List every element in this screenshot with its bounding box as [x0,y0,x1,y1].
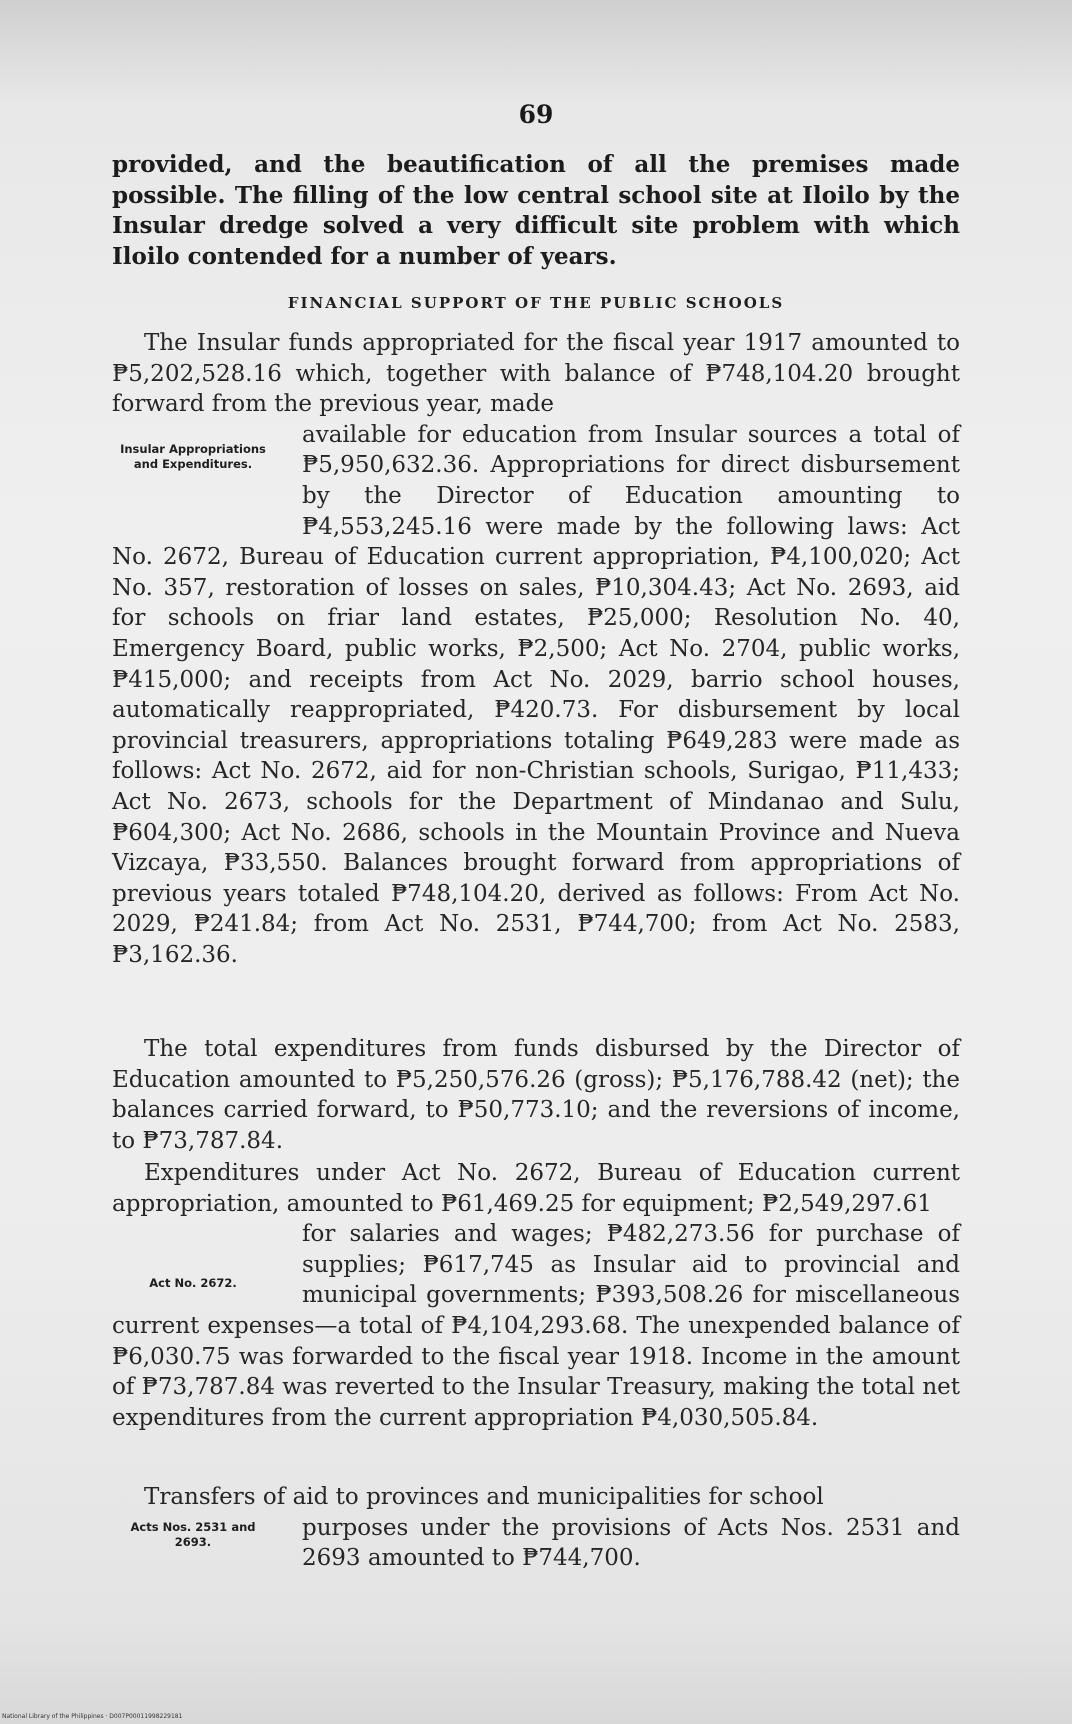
margin-note-spacer [112,1219,302,1281]
margin-note-acts-2531-2693: Acts Nos. 2531 and 2693. [130,1520,256,1549]
paragraph-funds [112,328,960,970]
paragraph-act-2672 [112,1158,960,1433]
paragraph-text-lead: Expenditures under Act No. 2672, Bureau of Education current appropriation, amounted to ₱61,469.25 for equipment; ₱2,549,297.61 [112,1160,960,1217]
paragraph-text: provided, and the beautification of all the premises made possible. The filling of the low central school site at Iloilo by the Insular dredge solved a very difficult site problem with which Iloilo contended for a number of years. [112,151,960,270]
section-heading: FINANCIAL SUPPORT OF THE PUBLIC SCHOOLS [287,294,785,312]
paragraph-text-rest: available for education from Insular sources a total of ₱5,950,632.36. Appropriations for direct disbursement by the Director of Education amounting to ₱4,553,245.16 were made by the following laws: Act No. 2672, Bureau of Education current appropriation, ₱4,100,020; Act No. 357, restoration of losses on sales, ₱10,304.43; Act No. 2693, aid for schools on friar land estates, ₱25,000; Resolution No. 40, Emergency Board, public works, ₱2,500; Act No. 2704, public works, ₱415,000; and receipts from Act No. 2029, barrio school houses, automatically reappropriated, ₱420.73. For disbursement by local provincial treasurers, appropriations totaling ₱649,283 were made as follows: Act No. 2672, aid for non-Christian schools, Surigao, ₱11,433; Act No. 2673, schools for the Department of Mindanao and Sulu, ₱604,300; Act No. 2686, schools in the Mountain Province and Nueva Vizcaya, ₱33,550. Balances brought forward from appropriations of previous years totaled ₱748,104.20, derived as follows: From Act No. 2029, ₱241.84; from Act No. 2531, ₱744,700; from Act No. 2583, ₱3,162.36. [112,421,960,968]
margin-note-act-2672: Act No. 2672. [149,1276,237,1290]
paragraph-text-rest: purposes under the provisions of Acts Nos. 2531 and 2693 amounted to ₱744,700. [302,1514,960,1572]
margin-note-insular: Insular Appropriations and Expenditures. [120,442,266,471]
paragraph-text-rest: for salaries and wages; ₱482,273.56 for purchase of supplies; ₱617,745 as Insular aid to provincial and municipal governments; ₱393,508.26 for miscellaneous current expenses—a total of ₱4,104,293.68. The unexpended balance of ₱6,030.75 was forwarded to the fiscal year 1918. Income in the amount of ₱73,787.84 was reverted to the Insular Treasury, making the total net expenditures from the current appropriation ₱4,030,505.84. [112,1221,961,1431]
paragraph-intro [112,150,960,272]
paragraph-text-lead: Transfers of aid to provinces and municipalities for school [144,1484,824,1510]
paragraph-text: The total expenditures from funds disbursed by the Director of Education amounted to ₱5,250,576.26 (gross); ₱5,176,788.42 (net); the balances carried forward, to ₱50,773.10; and the reversions of income, to ₱73,787.84. [112,1036,960,1154]
paragraph-text-lead: The Insular funds appropriated for the fiscal year 1917 amounted to ₱5,202,528.16 which, together with balance of ₱748,104.20 brought forward from the previous year, made [112,330,960,418]
paragraph-expenditures [112,1034,960,1156]
footer-credit: National Library of the Philippines · D007P00011998229181 [2,1713,183,1720]
page-number: 69 [518,100,554,129]
